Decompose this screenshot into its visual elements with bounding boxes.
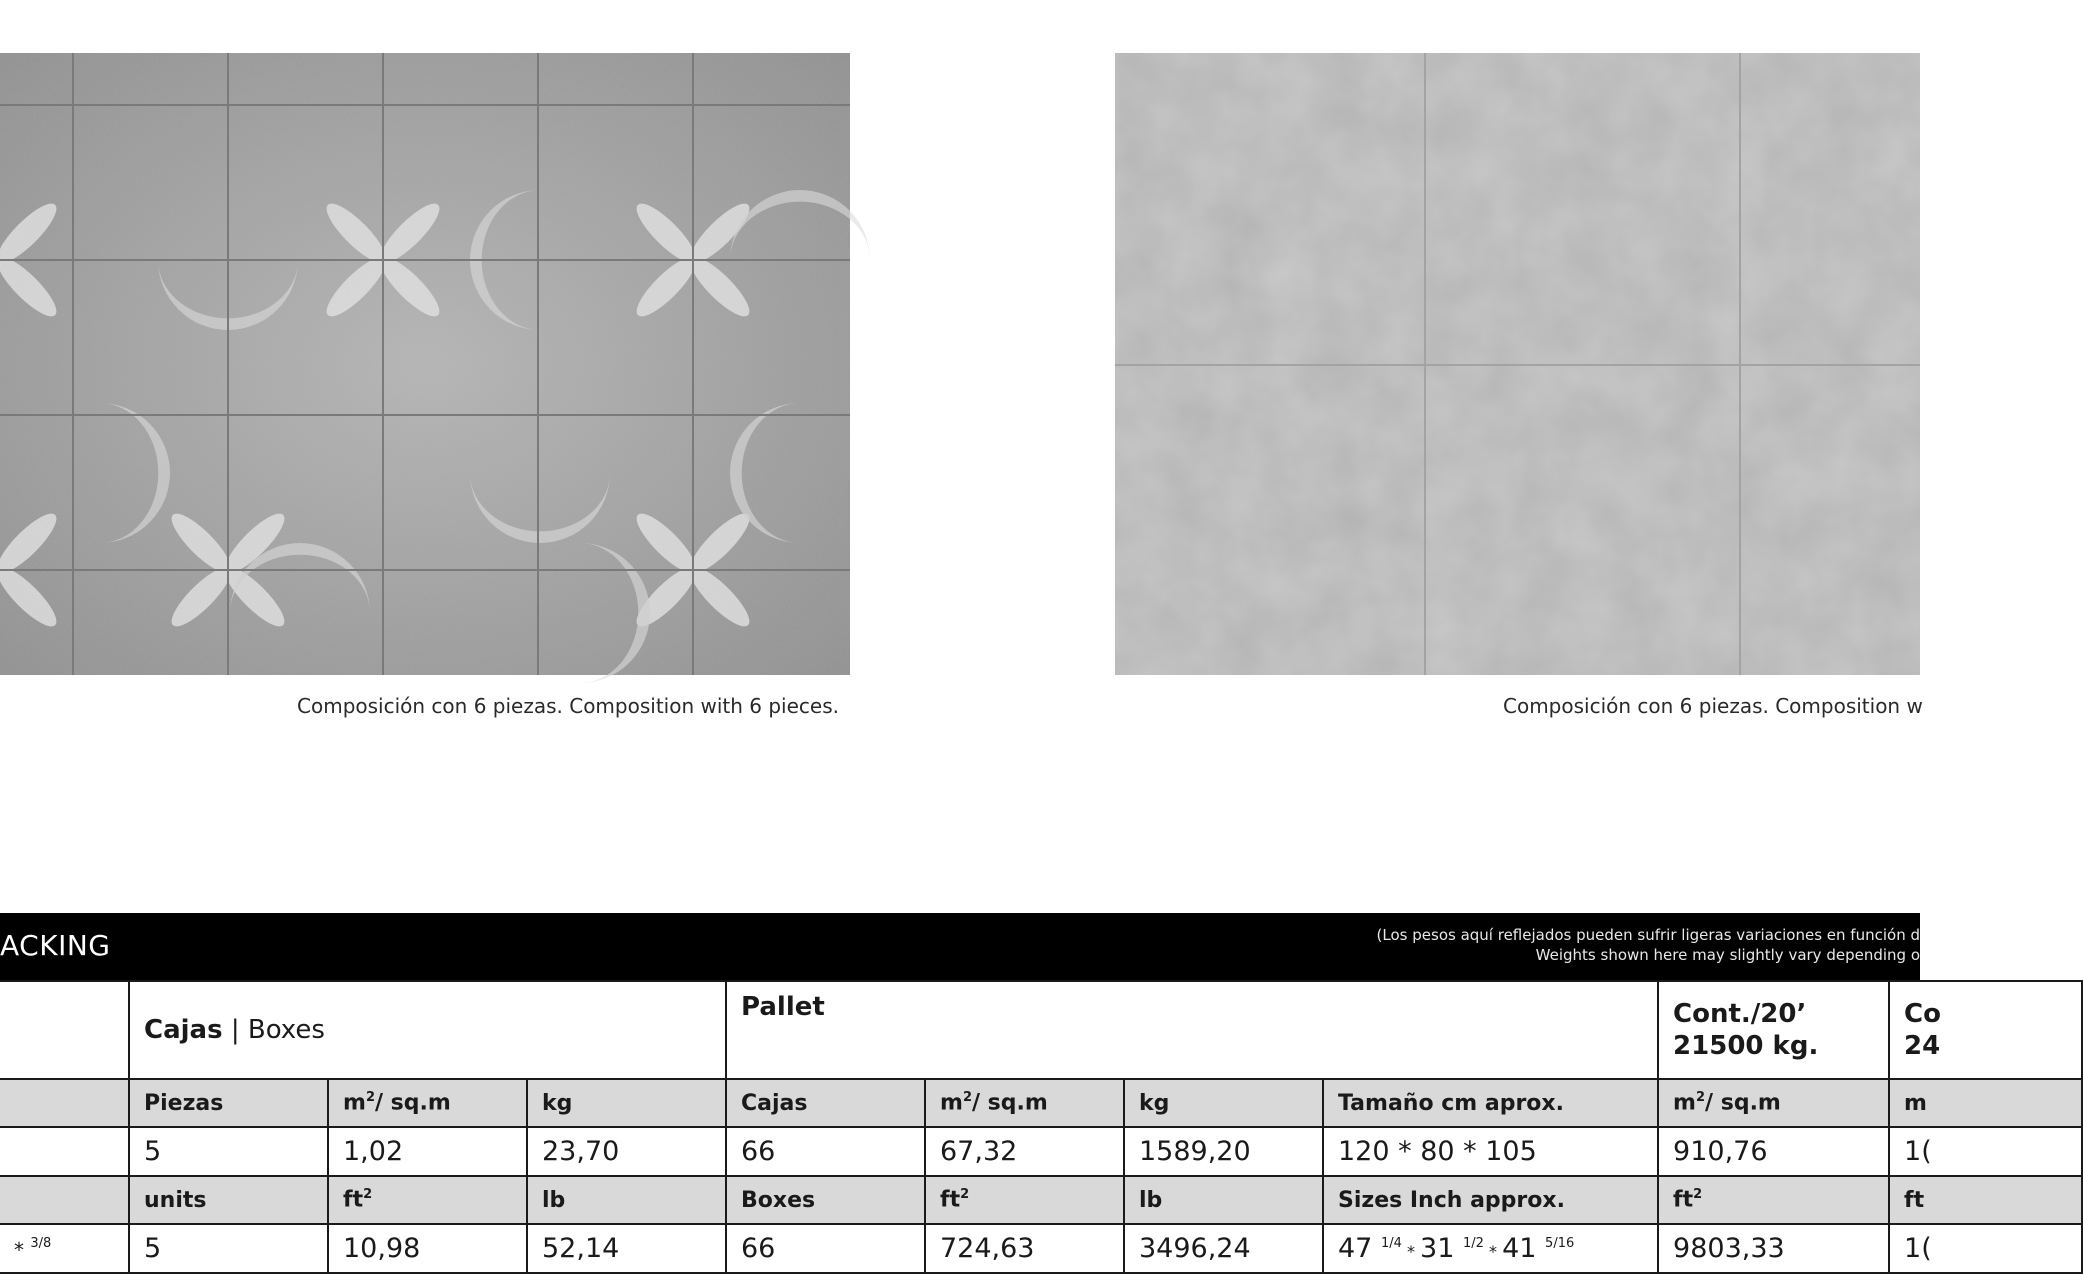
packing-table	[0, 980, 2083, 1274]
table-cell	[0, 1127, 129, 1176]
table-cell: 1589,20	[1124, 1127, 1323, 1176]
table-cell: 66	[726, 1224, 925, 1273]
table-cell: Boxes	[726, 1176, 925, 1224]
table-cell: units	[129, 1176, 328, 1224]
table-cell: $m^2/$ sq.m	[1658, 1079, 1889, 1127]
table-cell: kg	[527, 1079, 726, 1127]
table-cell: 5	[129, 1224, 328, 1273]
plain-tile-composition-image	[1115, 53, 1920, 675]
table-cell: $ft^2$	[328, 1176, 527, 1224]
table-cell: 10,98	[328, 1224, 527, 1273]
table-cell: 67,32	[925, 1127, 1124, 1176]
table-cell: m	[1889, 1079, 2082, 1127]
table-cell: $m^2/$ sq.m	[328, 1079, 527, 1127]
imperial-label-row	[0, 1176, 2082, 1224]
table-cell: 23,70	[527, 1127, 726, 1176]
pallet-group-header: Pallet	[726, 981, 1658, 1079]
packing-header-bar	[0, 913, 1920, 980]
table-cell	[0, 1176, 129, 1224]
table-cell: Cajas	[726, 1079, 925, 1127]
table-cell	[0, 1079, 129, 1127]
table-cell: $ft^2$	[925, 1176, 1124, 1224]
boxes-group-header: Cajas | Boxes	[129, 981, 726, 1079]
table-cell: lb	[527, 1176, 726, 1224]
table-cell: 724,63	[925, 1224, 1124, 1273]
table-cell: 1,02	[328, 1127, 527, 1176]
table-cell: 5	[129, 1127, 328, 1176]
disclaimer-english: Weights shown here may slightly vary depending o	[1535, 946, 1920, 964]
table-cell: 910,76	[1658, 1127, 1889, 1176]
packing-title: ACKING	[0, 929, 111, 962]
imperial-value-row	[0, 1224, 2082, 1273]
metric-value-row	[0, 1127, 2082, 1176]
table-cell: Piezas	[129, 1079, 328, 1127]
table-cell: Sizes Inch approx.	[1323, 1176, 1658, 1224]
table-cell	[0, 981, 129, 1079]
metric-label-row	[0, 1079, 2082, 1127]
table-cell: lb	[1124, 1176, 1323, 1224]
table-cell: 9803,33	[1658, 1224, 1889, 1273]
size-inch-cell: 47 $^{1/4}$ * 31 $^{1/2}$ * 41 $^{5/16}$	[1323, 1224, 1658, 1273]
disclaimer-spanish: (Los pesos aquí reflejados pueden sufrir ligeras variaciones en función d	[1376, 926, 1920, 944]
table-group-header-row	[0, 981, 2082, 1079]
table-cell: 52,14	[527, 1224, 726, 1273]
image-caption: Composición con 6 piezas. Composition w	[1503, 694, 1923, 718]
table-cell: * $^{3/8}$	[0, 1224, 129, 1273]
image-caption: Composición con 6 piezas. Composition with 6 pieces.	[297, 694, 839, 718]
table-cell: Tamaño cm aprox.	[1323, 1079, 1658, 1127]
table-cell: 66	[726, 1127, 925, 1176]
weights-disclaimer	[1220, 925, 1920, 965]
container-40-header: Co 24	[1889, 981, 2082, 1079]
table-cell: 3496,24	[1124, 1224, 1323, 1273]
table-cell: ft	[1889, 1176, 2082, 1224]
table-cell: kg	[1124, 1079, 1323, 1127]
container-20-header: Cont./20’ 21500 kg.	[1658, 981, 1889, 1079]
table-cell: $ft^2$	[1658, 1176, 1889, 1224]
table-cell: 1(	[1889, 1127, 2082, 1176]
table-cell: $m^2/$ sq.m	[925, 1079, 1124, 1127]
decor-tile-composition-image	[0, 53, 850, 675]
table-cell: 120 * 80 * 105	[1323, 1127, 1658, 1176]
table-cell: 1(	[1889, 1224, 2082, 1273]
